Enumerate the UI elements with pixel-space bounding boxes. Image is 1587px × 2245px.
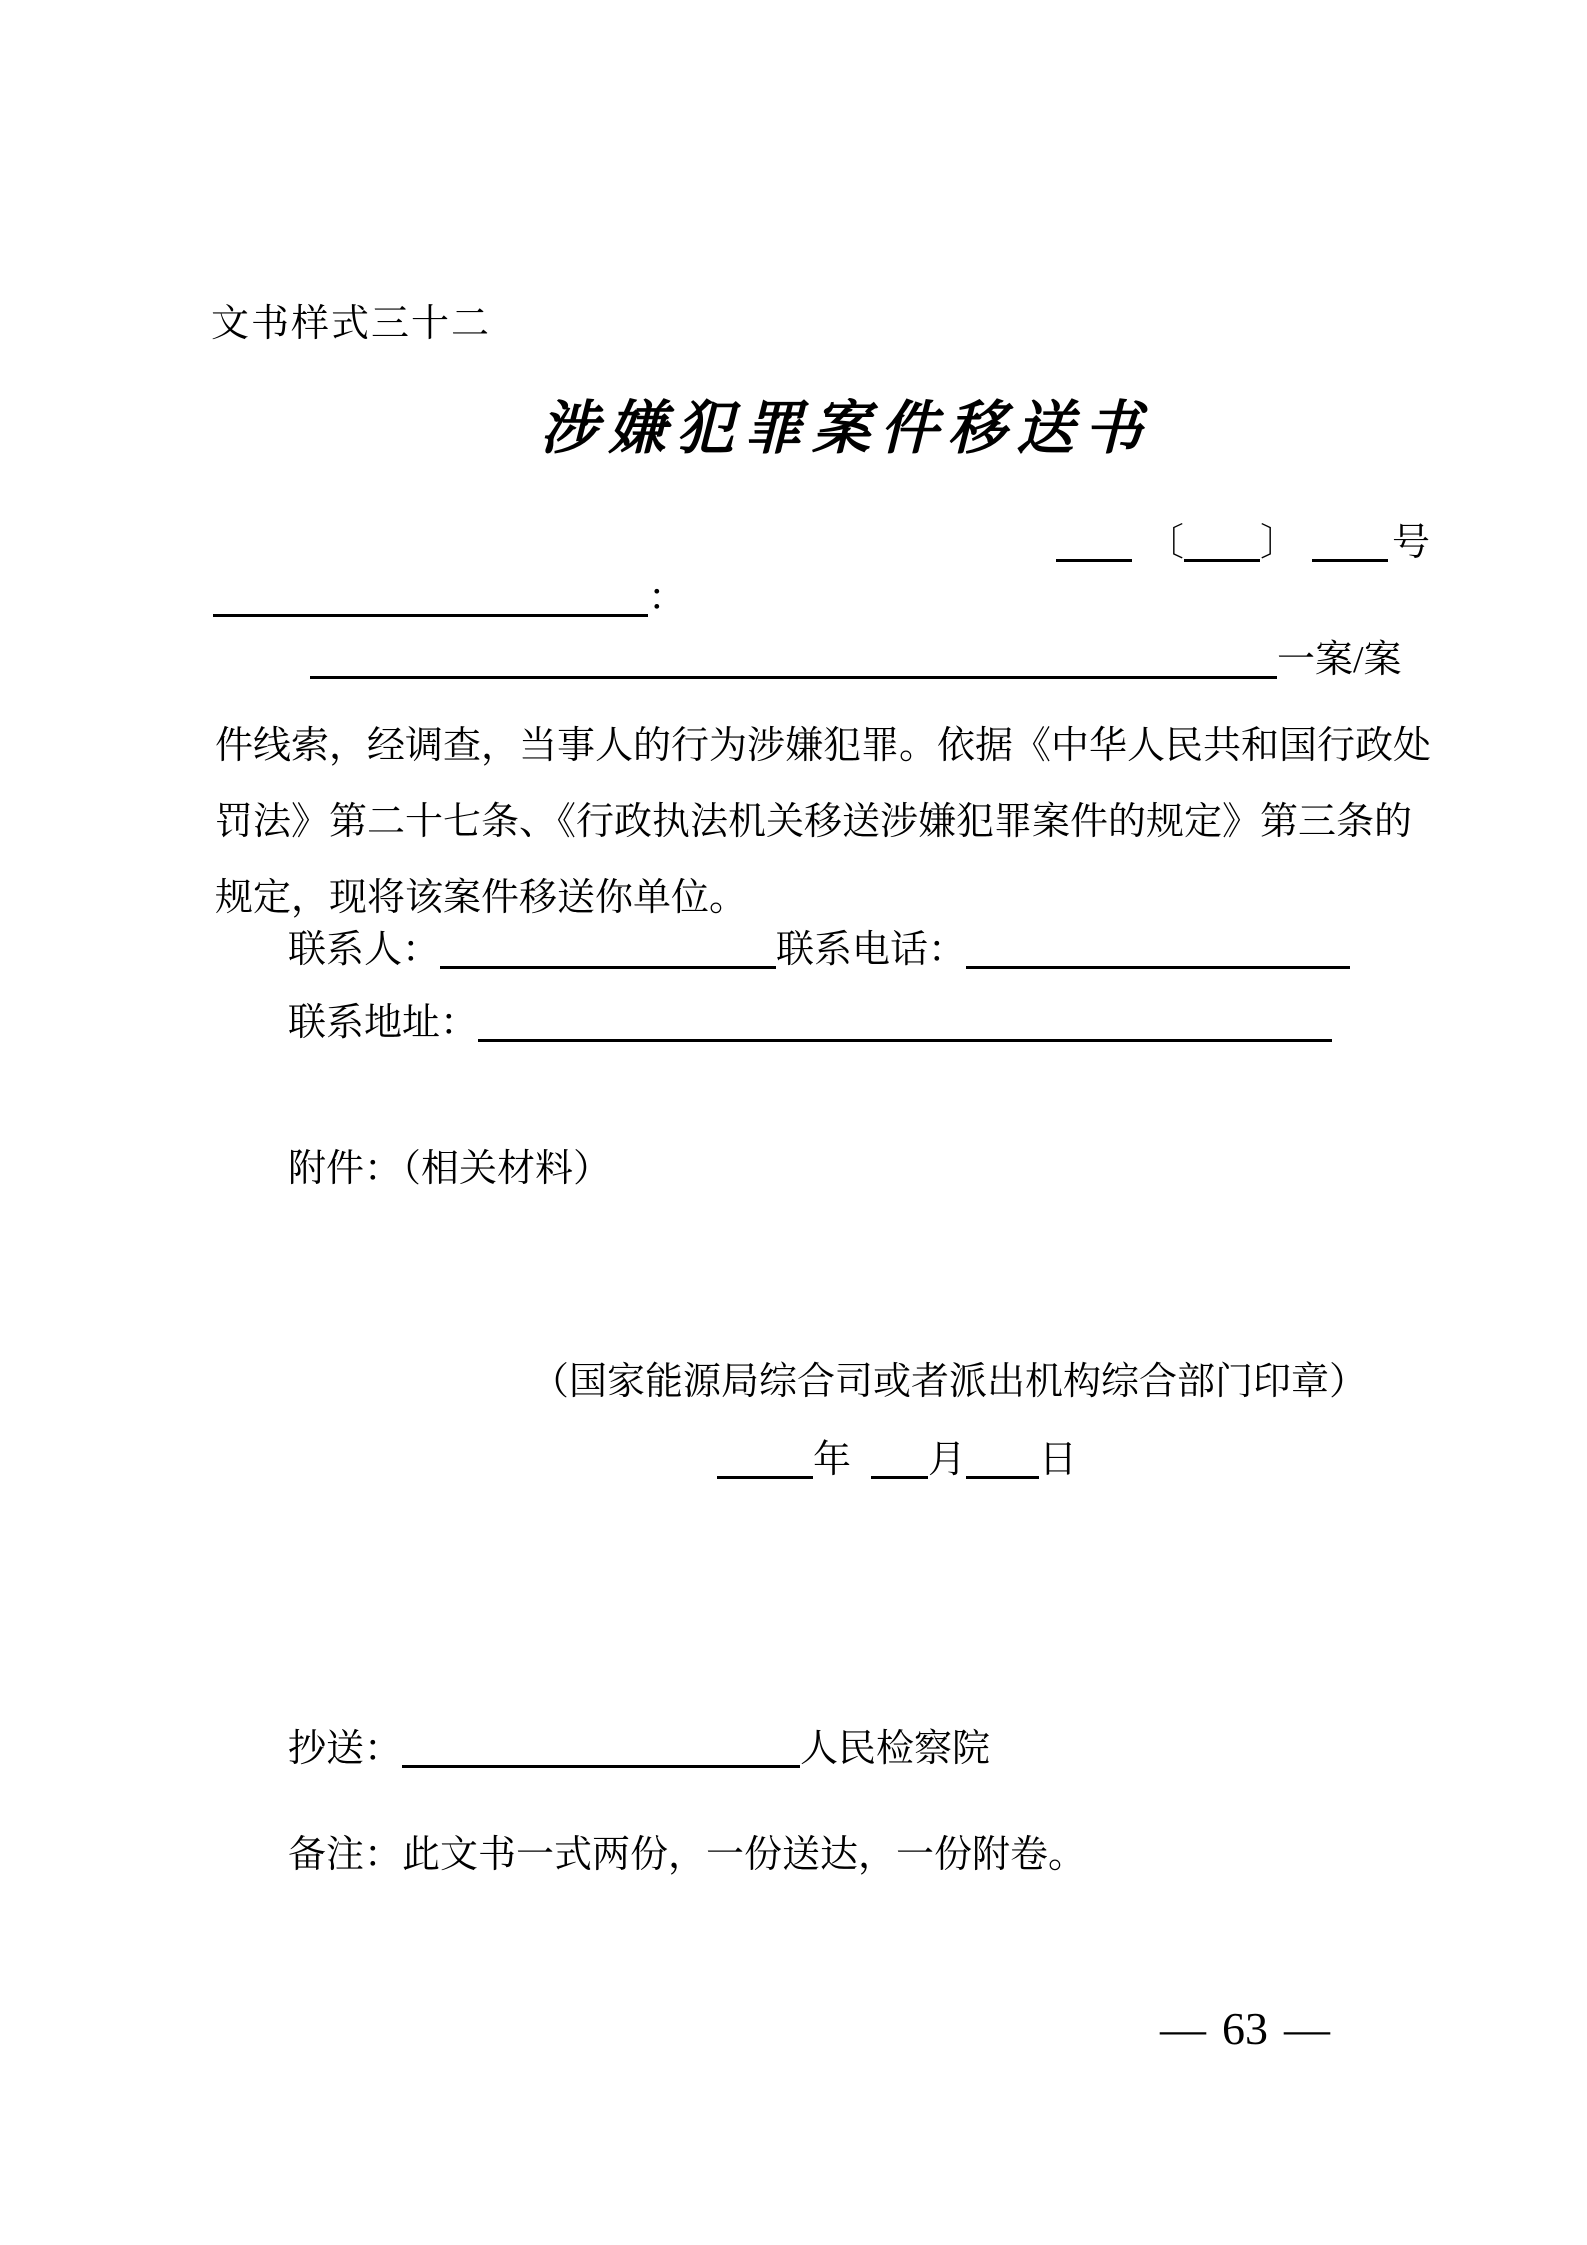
document-title: 涉嫌犯罪案件移送书 (540, 396, 1153, 461)
recipient-line (213, 576, 686, 617)
date-day-blank (966, 1438, 1039, 1479)
page-number-value: 63 (1222, 2003, 1268, 2054)
contact-person-blank (440, 928, 776, 969)
contact-person-label: 联系人： (288, 929, 441, 971)
date-day-label: 日 (1039, 1439, 1078, 1481)
recipient-blank (213, 576, 648, 617)
cc-suffix: 人民检察院 (800, 1728, 991, 1770)
case-name-line (310, 638, 1402, 679)
doc-number-line (1056, 521, 1430, 562)
recipient-colon: ： (648, 577, 687, 619)
date-line (717, 1438, 1077, 1479)
doc-number-blank-3 (1312, 521, 1388, 562)
attachment-line: 附件：（相关材料） (288, 1148, 612, 1190)
contact-address-label: 联系地址： (288, 1002, 479, 1044)
seal-note-line: （国家能源局综合司或者派出机构综合部门印章） (531, 1361, 1368, 1403)
doc-number-suffix: 号 (1392, 522, 1431, 564)
contact-address-blank (478, 1001, 1332, 1042)
case-suffix: 一案/案 (1277, 639, 1402, 681)
doc-number-bracket-close: 〕 (1260, 522, 1299, 564)
body-line: 罚法》第二十七条、《行政执法机关移送涉嫌犯罪案件的规定》第三条的 (215, 801, 1413, 843)
cc-line (288, 1727, 990, 1768)
doc-number-blank-2 (1184, 521, 1260, 562)
doc-number-bracket-open: 〔 (1146, 522, 1185, 564)
date-month-blank (871, 1438, 928, 1479)
doc-number-blank-1 (1056, 521, 1132, 562)
cc-blank (402, 1727, 800, 1768)
contact-line (288, 928, 1350, 969)
page-number (1160, 2003, 1330, 2054)
page-number-dash-left: — (1160, 2003, 1206, 2054)
note-line: 备注：此文书一式两份，一份送达，一份附卷。 (288, 1834, 1087, 1876)
body-line: 件线索，经调查，当事人的行为涉嫌犯罪。依据《中华人民共和国行政处 (215, 725, 1432, 767)
page-number-dash-right: — (1284, 2003, 1330, 2054)
date-year-label: 年 (813, 1439, 852, 1481)
date-month-label: 月 (928, 1439, 967, 1481)
contact-phone-label: 联系电话： (776, 929, 967, 971)
contact-phone-blank (966, 928, 1350, 969)
format-label: 文书样式三十二 (211, 303, 492, 345)
body-line: 规定，现将该案件移送你单位。 (215, 877, 748, 919)
contact-address-line (288, 1001, 1332, 1042)
cc-label: 抄送： (288, 1728, 403, 1770)
date-year-blank (717, 1438, 813, 1479)
case-name-blank (310, 638, 1277, 679)
